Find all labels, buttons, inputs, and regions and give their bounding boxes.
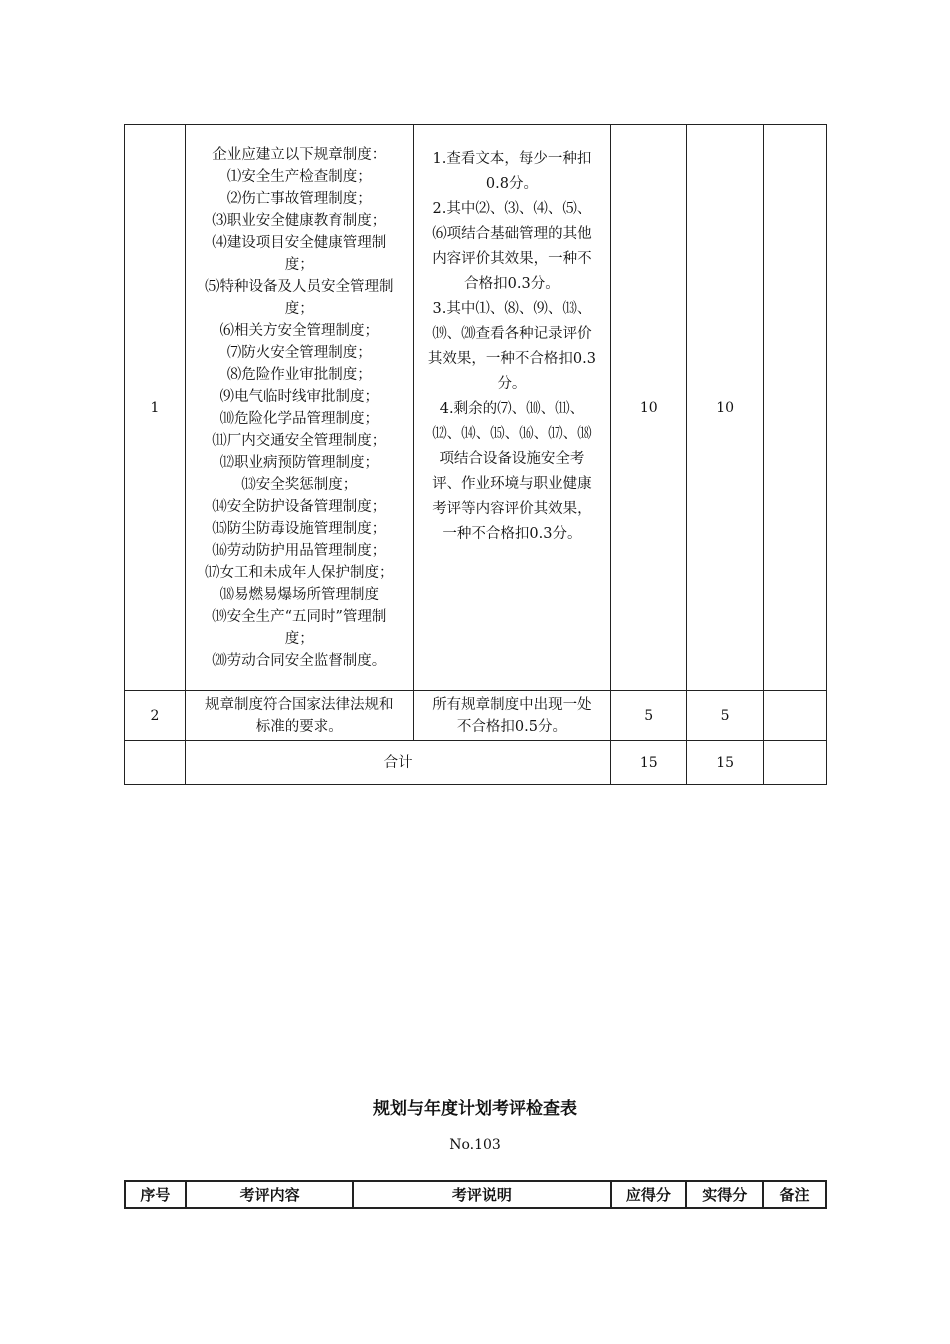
content-line: ⒄女工和未成年人保护制度； [204,564,394,581]
header-row [125,1181,826,1208]
content-line: ⑿职业病预防管理制度； [219,454,379,471]
content-line: ⒂防尘防毒设施管理制度； [212,520,387,537]
content-line: 企业应建立以下规章制度： [212,146,387,163]
total-actual-score: 15 [687,741,764,785]
explanation-line: 其效果，一种不合格扣0.3 [427,351,596,367]
content-line: 标准的要求。 [255,718,343,735]
explanation-line: 4.剩余的⑺、⑽、⑾、 [439,401,585,417]
content-line: 度； [284,630,314,647]
content-line: ⒀安全奖惩制度； [241,476,358,493]
explanation-line: 0.8分。 [485,176,538,192]
total-remark [764,741,827,785]
header-remark: 备注 [763,1181,826,1208]
total-label: 合计 [185,741,610,785]
row-number: 1 [125,125,186,691]
header-due-score: 应得分 [611,1181,687,1208]
content-line: ⑼电气临时线审批制度； [219,388,379,405]
explanation-line: 3.其中⑴、⑻、⑼、⒀、 [432,301,592,317]
content-line: ⑸特种设备及人员安全管理制 [204,278,394,295]
remark-cell [764,691,827,741]
table-row [125,125,827,691]
explanation-line: 合格扣0.3分。 [464,276,560,292]
explanation-line: 不合格扣0.5分。 [456,718,567,735]
header-serial: 序号 [125,1181,186,1208]
content-line: ⑹相关方安全管理制度； [219,322,379,339]
explanation-line: 项结合设备设施安全考 [439,451,585,467]
content-line: ⑻危险作业审批制度； [226,366,372,383]
content-line: 度； [284,300,314,317]
total-due-score: 15 [611,741,687,785]
assessment-explanation [413,691,611,741]
explanation-line: 分。 [497,376,527,392]
table-title: 规划与年度计划考评检查表 [373,1099,577,1119]
explanation-line: ⑿、⒁、⒂、⒃、⒄、⒅ [432,426,592,442]
assessment-content [185,691,413,741]
remark-cell [764,125,827,691]
actual-score: 5 [687,691,764,741]
content-line: ⑺防火安全管理制度； [226,344,372,361]
explanation-line: ⑹项结合基础管理的其他 [432,226,592,242]
total-row [125,741,827,785]
explanation-line: 评、作业环境与职业健康 [432,476,592,492]
content-line: ⑵伤亡事故管理制度； [226,190,372,207]
assessment-content [185,125,413,691]
explanation-line: 一种不合格扣0.3分。 [442,526,582,542]
assessment-table [124,124,827,785]
total-empty-cell [125,741,186,785]
explanation-line: 1.查看文本，每少一种扣 [432,151,592,167]
content-line: ⒆安全生产“五同时”管理制 [212,608,387,625]
explanation-line: ⒆、⒇查看各种记录评价 [432,326,592,342]
explanation-line: 2.其中⑵、⑶、⑷、⑸、 [432,201,592,217]
due-score: 10 [611,125,687,691]
content-line: ⒁安全防护设备管理制度； [212,498,387,515]
table-row [125,691,827,741]
content-line: ⒃劳动防护用品管理制度； [212,542,387,559]
header-content: 考评内容 [186,1181,353,1208]
content-line: ⑽危险化学品管理制度； [219,410,379,427]
content-line: ⒅易燃易爆场所管理制度 [219,586,379,603]
header-actual-score: 实得分 [686,1181,763,1208]
document-number: No.103 [449,1137,501,1153]
content-line: 度； [284,256,314,273]
content-line: ⑾厂内交通安全管理制度； [212,432,387,449]
content-line: 规章制度符合国家法律法规和 [204,696,394,713]
content-line: ⒇劳动合同安全监督制度。 [212,652,387,669]
content-line: ⑶职业安全健康教育制度； [212,212,387,229]
explanation-line: 所有规章制度中出现一处 [432,696,592,713]
assessment-explanation [413,125,611,691]
row-number: 2 [125,691,186,741]
due-score: 5 [611,691,687,741]
content-line: ⑴安全生产检查制度； [226,168,372,185]
explanation-line: 考评等内容评价其效果， [432,501,592,517]
explanation-line: 内容评价其效果，一种不 [432,251,592,267]
header-explanation: 考评说明 [353,1181,610,1208]
actual-score: 10 [687,125,764,691]
content-line: ⑷建设项目安全健康管理制 [212,234,387,251]
header-table [124,1180,827,1209]
